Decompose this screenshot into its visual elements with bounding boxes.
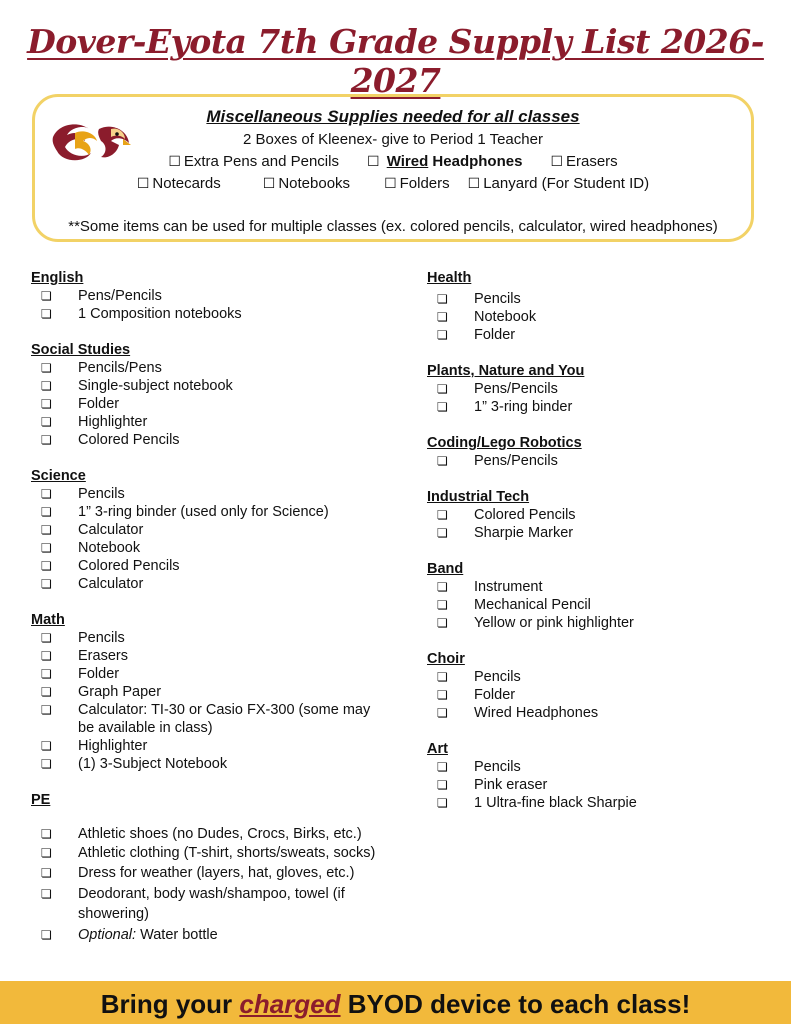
checkbox-bullet-icon: ❏: [41, 289, 52, 303]
checkbox-bullet-icon: ❏: [437, 670, 448, 684]
checkbox-bullet-icon: ❏: [41, 739, 52, 753]
section-title: Science: [31, 468, 86, 484]
list-item-continuation: showering): [78, 906, 149, 922]
checkbox-bullet-icon: ❏: [41, 307, 52, 321]
section-math: [31, 611, 401, 773]
checkbox-bullet-icon: ❏: [41, 928, 52, 942]
checkbox-bullet-icon: ❏: [437, 292, 448, 306]
list-item: ❏ (1) 3-Subject Notebook: [41, 756, 228, 772]
misc-checkbox-row-2: [35, 175, 751, 192]
list-item: ❏ Sharpie Marker: [437, 525, 574, 541]
section-title: Industrial Tech: [427, 489, 530, 505]
section-title: Band: [427, 561, 464, 577]
checkbox-bullet-icon: ❏: [437, 328, 448, 342]
list-item: ❏ Pencils: [437, 291, 521, 307]
misc-note: **Some items can be used for multiple classes (ex. colored pencils, calculator, wired headphones): [68, 218, 718, 235]
misc-supplies-box: [32, 94, 754, 242]
checkbox-bullet-icon: ❏: [41, 703, 52, 717]
list-item: ❏ Pencils: [437, 669, 521, 685]
checkbox-icon: ☐: [384, 176, 397, 192]
section-title: Health: [427, 270, 472, 286]
checkbox-bullet-icon: ❏: [41, 433, 52, 447]
list-item: ❏ Erasers: [41, 648, 128, 664]
section-plants-nature-you: [427, 362, 767, 416]
list-item: ❏ 1 Ultra-fine black Sharpie: [437, 795, 637, 811]
list-item: ❏ Folder: [437, 687, 516, 703]
checkbox-bullet-icon: ❏: [41, 541, 52, 555]
misc-heading: Miscellaneous Supplies needed for all classes: [206, 107, 580, 126]
list-item: ❏ Pens/Pencils: [41, 288, 162, 304]
checkbox-bullet-icon: ❏: [437, 796, 448, 810]
checkbox-bullet-icon: ❏: [437, 760, 448, 774]
footer-emphasis: charged: [239, 989, 341, 1019]
checkbox-bullet-icon: ❏: [437, 400, 448, 414]
list-item: ❏ Notebook: [437, 309, 537, 325]
list-item: ❏ Optional: Water bottle: [31, 925, 401, 946]
section-choir: [427, 650, 767, 722]
checkbox-bullet-icon: ❏: [41, 361, 52, 375]
checkbox-bullet-icon: ❏: [437, 382, 448, 396]
list-item: ❏ Calculator: TI-30 or Casio FX-300 (some may: [41, 702, 371, 718]
checkbox-bullet-icon: ❏: [41, 887, 52, 901]
list-item: ❏ Highlighter: [41, 738, 148, 754]
checkbox-bullet-icon: ❏: [437, 598, 448, 612]
checkbox-bullet-icon: ❏: [437, 706, 448, 720]
list-item: ❏ Calculator: [41, 576, 144, 592]
list-item: ❏ Colored Pencils: [41, 432, 180, 448]
list-item: ❏ 1 Composition notebooks: [41, 306, 242, 322]
checkbox-bullet-icon: ❏: [41, 559, 52, 573]
list-item: ❏ Pens/Pencils: [437, 453, 558, 469]
section-title: Math: [31, 612, 65, 628]
list-item: ❏ Instrument: [437, 579, 543, 595]
misc-kleenex-line: 2 Boxes of Kleenex- give to Period 1 Teacher: [243, 131, 543, 148]
checkbox-bullet-icon: ❏: [437, 778, 448, 792]
list-item: ❏ Pencils: [41, 486, 125, 502]
checkbox-bullet-icon: ❏: [41, 757, 52, 771]
list-item: ❏ Deodorant, body wash/shampoo, towel (if: [41, 886, 345, 902]
list-item: ❏ Folder: [437, 327, 516, 343]
section-pe: [31, 791, 401, 946]
list-item: ❏ Folder: [41, 396, 120, 412]
misc-checkbox-item: ☐ Lanyard (For Student ID): [467, 175, 650, 192]
section-social-studies: [31, 341, 401, 449]
checkbox-bullet-icon: ❏: [41, 846, 52, 860]
left-column: [31, 269, 401, 946]
checkbox-bullet-icon: ❏: [41, 487, 52, 501]
list-item: ❏ Athletic clothing (T-shirt, shorts/sweats, socks): [41, 845, 376, 861]
misc-checkbox-item: ☐ Extra Pens and Pencils: [168, 153, 339, 170]
checkbox-bullet-icon: ❏: [41, 667, 52, 681]
list-item: ❏ Colored Pencils: [437, 507, 576, 523]
checkbox-icon: ☐: [262, 176, 276, 192]
checkbox-bullet-icon: ❏: [41, 577, 52, 591]
list-item-continuation: be available in class): [78, 720, 213, 736]
section-title: Choir: [427, 651, 465, 667]
list-item: ❏ Pencils: [41, 630, 125, 646]
section-health: [427, 269, 767, 344]
checkbox-icon: ☐: [366, 154, 380, 170]
misc-checkbox-item: ☐ Erasers: [550, 153, 618, 170]
list-item: ❏ Pencils: [437, 759, 521, 775]
list-item: ❏ Wired Headphones: [437, 705, 599, 721]
section-title: Coding/Lego Robotics: [427, 435, 582, 451]
section-art: [427, 740, 767, 812]
section-coding-lego-robotics: [427, 434, 767, 470]
list-item: ❏ 1” 3-ring binder: [437, 399, 573, 415]
checkbox-bullet-icon: ❏: [41, 379, 52, 393]
list-item: ❏ Athletic shoes (no Dudes, Crocs, Birks, etc.): [41, 826, 362, 842]
list-item: ❏ Yellow or pink highlighter: [437, 615, 634, 631]
section-title: Art: [427, 741, 448, 757]
checkbox-bullet-icon: ❏: [41, 631, 52, 645]
checkbox-icon: ☐: [136, 176, 150, 192]
checkbox-bullet-icon: ❏: [41, 523, 52, 537]
misc-checkbox-item: ☐ Folders: [384, 175, 450, 192]
list-item: ❏ Notebook: [41, 540, 141, 556]
checkbox-bullet-icon: ❏: [41, 685, 52, 699]
checkbox-bullet-icon: ❏: [437, 616, 448, 630]
section-title: Social Studies: [31, 342, 131, 358]
section-title: English: [31, 270, 84, 286]
checkbox-icon: ☐: [467, 176, 481, 192]
checkbox-bullet-icon: ❏: [41, 827, 52, 841]
misc-checkbox-item: ☐ Wired Headphones: [366, 153, 523, 170]
byod-footer-banner: Bring your charged BYOD device to each class!: [0, 981, 791, 1024]
list-item: ❏ Single-subject notebook: [41, 378, 233, 394]
list-item: ❏ Graph Paper: [41, 684, 162, 700]
list-item: ❏ 1” 3-ring binder (used only for Science): [41, 504, 329, 520]
checkbox-bullet-icon: ❏: [41, 649, 52, 663]
checkbox-bullet-icon: ❏: [437, 580, 448, 594]
list-item: ❏ Calculator: [41, 522, 144, 538]
checkbox-bullet-icon: ❏: [437, 688, 448, 702]
list-item: ❏ Pencils/Pens: [41, 360, 162, 376]
section-industrial-tech: [427, 488, 767, 542]
list-item: ❏ Pink eraser: [437, 777, 548, 793]
misc-checkbox-row-1: [35, 153, 751, 170]
list-item: ❏ Folder: [41, 666, 120, 682]
section-band: [427, 560, 767, 632]
section-title: PE: [31, 792, 51, 808]
checkbox-bullet-icon: ❏: [437, 454, 448, 468]
list-item: ❏ Pens/Pencils: [437, 381, 558, 397]
checkbox-bullet-icon: ❏: [41, 397, 52, 411]
checkbox-bullet-icon: ❏: [437, 310, 448, 324]
section-science: [31, 467, 401, 593]
checkbox-bullet-icon: ❏: [437, 508, 448, 522]
list-item: ❏ Mechanical Pencil: [437, 597, 591, 613]
list-item: ❏ Highlighter: [41, 414, 148, 430]
checkbox-bullet-icon: ❏: [437, 526, 448, 540]
page-title: Dover-Eyota 7th Grade Supply List 2026-2027: [27, 22, 764, 100]
checkbox-icon: ☐: [550, 154, 563, 170]
misc-checkbox-item: ☐ Notebooks: [262, 175, 351, 192]
list-item: ❏ Dress for weather (layers, hat, gloves, etc.): [31, 863, 401, 884]
checkbox-bullet-icon: ❏: [41, 415, 52, 429]
checkbox-bullet-icon: ❏: [41, 866, 52, 880]
list-item: ❏ Colored Pencils: [41, 558, 180, 574]
misc-checkbox-item: ☐ Notecards: [136, 175, 221, 192]
right-column: [427, 269, 767, 812]
section-title: Plants, Nature and You: [427, 363, 585, 379]
section-english: [31, 269, 401, 323]
checkbox-bullet-icon: ❏: [41, 505, 52, 519]
checkbox-icon: ☐: [168, 154, 181, 170]
